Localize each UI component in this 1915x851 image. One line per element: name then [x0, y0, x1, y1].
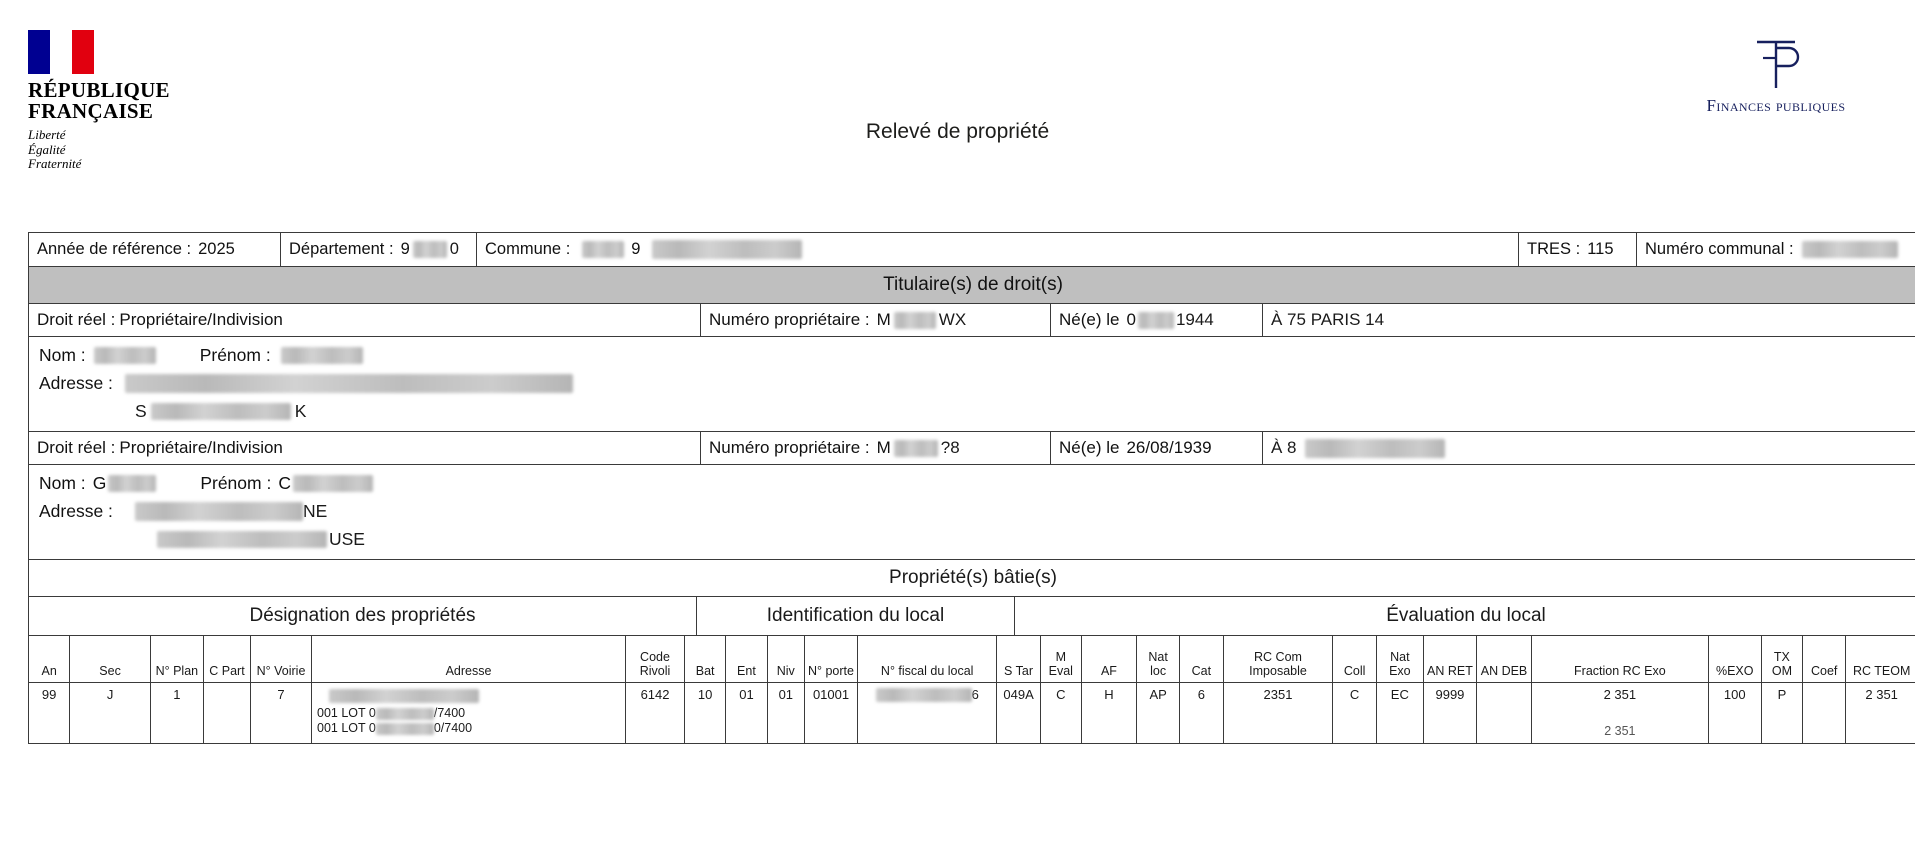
col-cat: Cat [1180, 636, 1223, 682]
cell-adresse-sub-1 [317, 706, 465, 721]
col-an-deb: AN DEB [1477, 636, 1532, 682]
commune-cell [477, 233, 1519, 266]
owner-1-birth-cell [1051, 304, 1263, 336]
cell-s-tar: 049A [997, 683, 1040, 743]
owner-2-birth-label: Né(e) le [1059, 438, 1120, 457]
column-group-row [29, 597, 1915, 636]
owner-1-firstname-redacted [281, 347, 363, 364]
tres-value: 115 [1587, 240, 1614, 258]
cell-fraction-rc-exo-value: 2 351 [1603, 687, 1637, 702]
cell-cat: 6 [1180, 683, 1223, 743]
republic-line-2: FRANÇAISE [28, 99, 154, 123]
col-sec: Sec [70, 636, 151, 682]
cell-sec: J [70, 683, 151, 743]
department-label: Département : [289, 240, 394, 258]
cell-an-ret: 9999 [1424, 683, 1477, 743]
built-banner-row [29, 560, 1915, 597]
owner-2-number-label: Numéro propriétaire : [709, 438, 870, 457]
tres-label: TRES : [1527, 240, 1581, 258]
owner-2-number-prefix: M [876, 438, 891, 457]
motto-fraternite: Fraternité [28, 156, 82, 171]
column-header-row [29, 636, 1915, 683]
cell-nat-loc: AP [1137, 683, 1180, 743]
owner-1-birth-redacted [1138, 312, 1174, 329]
owner-2-birth-value: 26/08/1939 [1126, 438, 1212, 457]
finances-publiques-label: Finances publiques [1706, 96, 1846, 115]
cell-an-deb [1477, 683, 1532, 743]
cell-adresse-sub2-end: 0/7400 [433, 721, 473, 735]
owner-1-birth-label: Né(e) le [1059, 310, 1120, 329]
col-s-tar: S Tar [997, 636, 1040, 682]
cell-adresse-sub-2 [317, 721, 472, 736]
republique-francaise-logo [28, 30, 248, 172]
col-nat-loc: Nat loc [1137, 636, 1180, 682]
commune-value-prefix: 9 [631, 240, 641, 258]
reference-year-label: Année de référence : [37, 240, 192, 258]
motto-liberte: Liberté [28, 127, 66, 142]
cell-ent: 01 [726, 683, 767, 743]
owner-2-firstname-prefix: C [278, 472, 291, 493]
col-af: AF [1082, 636, 1137, 682]
col-an: An [29, 636, 70, 682]
col-coef: Coef [1803, 636, 1846, 682]
owners-banner: Titulaire(s) de droit(s) [29, 267, 1915, 303]
owner-2-name-prefix: G [92, 472, 107, 493]
owner-2-firstname-label: Prénom : [200, 472, 272, 493]
reference-year-cell [29, 233, 281, 266]
cell-rc-teom: 2 351 [1865, 687, 1898, 702]
col-rc-com-imposable: RC Com Imposable [1224, 636, 1334, 682]
owner-2-number-cell [701, 432, 1051, 464]
cell-adresse-sub1-text: 001 LOT 0 [317, 706, 376, 720]
owner-2-name-redacted [108, 475, 156, 492]
owner-2-address-line1-suffix: NE [302, 500, 328, 521]
cell-adresse-redacted [329, 689, 479, 703]
owner-2-firstname-redacted [293, 475, 373, 492]
owner-2-header [29, 432, 1915, 465]
cell-an: 99 [29, 683, 70, 743]
cell-n-fiscal [858, 683, 997, 743]
owner-2-place-label: À 8 [1271, 438, 1297, 457]
owner-1-right-value: Propriétaire/Indivision [119, 310, 283, 329]
cell-fraction-rc-exo [1532, 683, 1709, 743]
owner-2-place-redacted [1305, 439, 1445, 458]
owner-1-number-prefix: M [876, 310, 891, 329]
owner-1-number-cell [701, 304, 1051, 336]
cell-tx-om: P [1762, 683, 1803, 743]
owner-2-name-label: Nom : [39, 472, 86, 493]
col-pct-exo: %EXO [1709, 636, 1762, 682]
col-n-porte: N° porte [805, 636, 858, 682]
owner-2-birth-cell [1051, 432, 1263, 464]
cell-af: H [1082, 683, 1137, 743]
republic-line-1: RÉPUBLIQUE [28, 78, 170, 102]
finances-publiques-logo [1651, 36, 1901, 116]
owner-1-header [29, 304, 1915, 337]
department-value-suffix: 0 [449, 240, 459, 258]
owner-1-address-line-1 [39, 369, 1915, 397]
col-fraction-rc-exo: Fraction RC Exo [1532, 636, 1709, 682]
cell-n-fiscal-redacted [876, 688, 972, 702]
property-statement-table [28, 232, 1915, 744]
cell-n-voirie: 7 [251, 683, 312, 743]
document-header [0, 0, 1915, 205]
owner-1-right-label: Droit réel : [37, 310, 116, 329]
col-m-eval: M Eval [1041, 636, 1082, 682]
table-row [29, 683, 1915, 744]
tres-cell [1519, 233, 1637, 266]
cell-rc-com-imposable: 2351 [1224, 683, 1334, 743]
cell-adresse-sub2-text: 001 LOT 0 [317, 721, 376, 735]
commune-value-redacted-2 [652, 240, 802, 259]
cell-bat: 10 [685, 683, 726, 743]
col-niv: Niv [768, 636, 805, 682]
owner-1-number-suffix: WX [938, 310, 967, 329]
group-evaluation: Évaluation du local [1386, 605, 1546, 626]
communal-number-redacted [1802, 241, 1898, 258]
owner-2-address-redacted-2 [157, 531, 327, 548]
page-title: Relevé de propriété [865, 120, 1050, 143]
cell-m-eval: C [1041, 683, 1082, 743]
col-code-rivoli: Code Rivoli [626, 636, 685, 682]
owner-2-address-label: Adresse : [39, 500, 113, 521]
owner-2-address-redacted-1 [135, 502, 303, 521]
owner-2-number-redacted [894, 440, 938, 457]
reference-year-value: 2025 [198, 240, 235, 258]
col-an-ret: AN RET [1424, 636, 1477, 682]
cell-c-part [204, 683, 251, 743]
owner-2-address-line-1 [39, 497, 1915, 525]
owner-1-name-redacted [94, 347, 156, 364]
cell-n-fiscal-suffix: 6 [971, 687, 979, 702]
owner-1-address-line2-suffix: K [294, 400, 307, 421]
col-ent: Ent [726, 636, 767, 682]
col-rc-teom: RC TEOM [1852, 663, 1911, 678]
cell-coef [1803, 683, 1846, 743]
owner-2-address-line2-suffix: USE [329, 528, 365, 549]
owner-1-right-cell [29, 304, 701, 336]
owner-2-right-cell [29, 432, 701, 464]
owner-1-number-label: Numéro propriétaire : [709, 310, 870, 329]
cell-fraction-rc-exo-sub: 2 351 [1604, 724, 1636, 738]
col-n-fiscal: N° fiscal du local [858, 636, 997, 682]
communal-number-label: Numéro communal : [1645, 240, 1794, 258]
cell-adresse-sub1-end: /7400 [433, 706, 466, 720]
owner-1-address-line-2 [39, 397, 1915, 425]
cell-pct-exo: 100 [1709, 683, 1762, 743]
owner-2-place-cell [1263, 432, 1915, 464]
group-designation: Désignation des propriétés [29, 597, 697, 635]
owners-banner-row [29, 267, 1915, 304]
motto-egalite: Égalité [28, 141, 66, 157]
cell-niv: 01 [768, 683, 805, 743]
col-bat: Bat [685, 636, 726, 682]
owner-1-birth-suffix: 1944 [1175, 310, 1214, 329]
commune-value-redacted-1 [582, 241, 624, 258]
communal-number-cell [1637, 233, 1915, 266]
french-flag-icon [28, 30, 94, 74]
owner-1-birth-prefix: 0 [1126, 310, 1136, 329]
owner-1-address-redacted-2 [151, 403, 291, 420]
col-coll: Coll [1333, 636, 1376, 682]
owner-1-firstname-label: Prénom : [199, 344, 271, 365]
department-cell [281, 233, 477, 266]
owner-2-number-suffix: ?8 [940, 438, 960, 457]
owner-1-name-label: Nom : [39, 344, 86, 365]
cell-n-plan: 1 [151, 683, 204, 743]
col-nat-exo: Nat Exo [1377, 636, 1424, 682]
department-value-prefix: 9 [400, 240, 410, 258]
col-n-plan: N° Plan [151, 636, 204, 682]
cell-coll: C [1333, 683, 1376, 743]
owner-1-name-line [39, 341, 1915, 369]
owner-2-right-value: Propriétaire/Indivision [119, 438, 283, 457]
built-banner: Propriété(s) bâtie(s) [29, 560, 1915, 596]
reference-row [29, 233, 1915, 267]
department-value-redacted [413, 241, 447, 258]
cell-nat-exo: EC [1377, 683, 1424, 743]
owner-1-address-label: Adresse : [39, 372, 113, 393]
cell-n-porte: 01001 [805, 683, 858, 743]
owner-1-body [29, 337, 1915, 432]
col-adresse: Adresse [312, 636, 626, 682]
owner-2-name-line [39, 469, 1915, 497]
commune-label: Commune : [485, 240, 571, 258]
owner-1-address-line2-prefix: S [135, 400, 147, 421]
group-identification: Identification du local [697, 597, 1015, 635]
owner-1-place-cell: À 75 PARIS 14 [1271, 310, 1385, 329]
owner-2-address-line-2 [39, 525, 1915, 553]
owner-1-address-redacted-1 [125, 374, 573, 393]
col-c-part: C Part [204, 636, 251, 682]
owner-2-body [29, 465, 1915, 560]
marianne-monogram-icon [1749, 36, 1803, 92]
col-tx-om: TX OM [1762, 636, 1803, 682]
cell-adresse [312, 683, 626, 743]
owner-2-right-label: Droit réel : [37, 438, 116, 457]
owner-1-number-redacted [894, 312, 936, 329]
col-n-voirie: N° Voirie [251, 636, 312, 682]
cell-code-rivoli: 6142 [626, 683, 685, 743]
